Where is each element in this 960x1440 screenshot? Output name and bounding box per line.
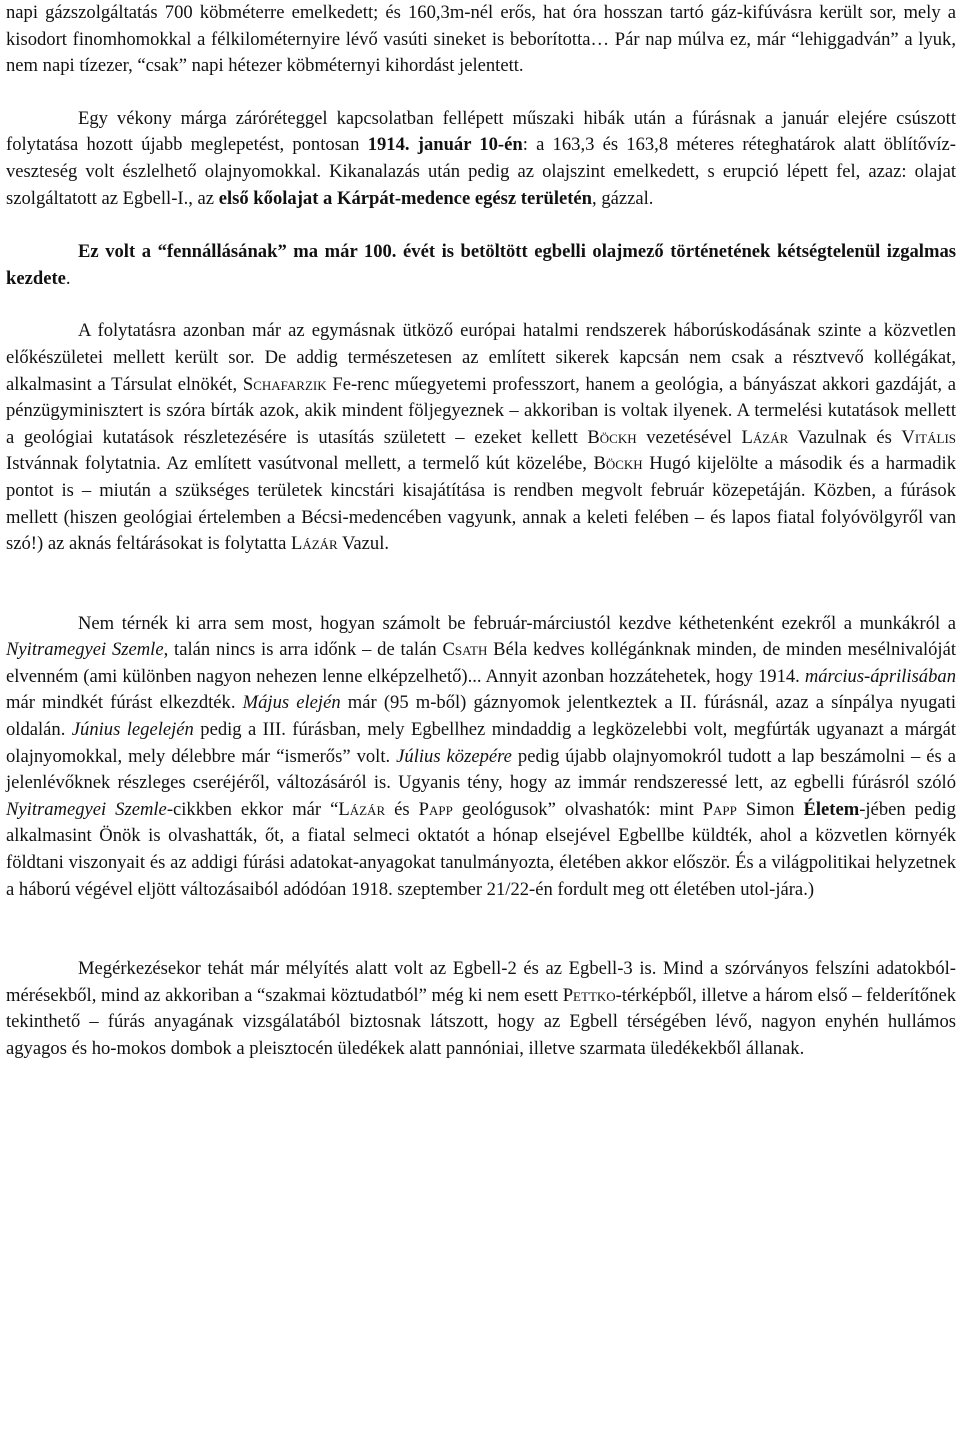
paragraph-5-text-e: már (95 m-ből) gáznyomok jelentkeztek a II. fúrásnál, azaz a sínpálya nyugati oldalán. — [6, 692, 956, 741]
paragraph-4-text-a: A folytatásra azonban már az egymásnak ütköző európai hatalmi rendszerek háborúskodásának szinte a közvetlen előkészületei mellett került sor. De addig természetesen az említett sikerek kapcsán nem csak a résztvevő kollégákat, alkalmasint a Társulat elnökét, — [6, 320, 956, 395]
paragraph-5-text-i: és — [385, 798, 419, 820]
person-name: Lázár — [741, 426, 789, 448]
paragraph-5-text-k: Simon — [736, 798, 804, 820]
paragraph-6 — [6, 956, 956, 1062]
person-name: Vitális — [901, 426, 957, 448]
person-name: Csath — [442, 639, 488, 661]
paragraph-5 — [6, 611, 956, 904]
person-name: Schafarzik — [242, 373, 327, 395]
paragraph-4-text-d: Vazulnak és — [788, 426, 902, 448]
paragraph-3-tail: . — [65, 267, 71, 289]
paragraph-1: napi gázszolgáltatás 700 köbméterre emelkedett; és 160,3m-nél erős, hat óra hosszan tartó gáz-kifúvásra került sor, mely a kisodort finomhomokkal a félkilométernyire lévő vasúti sineket is beborította… Pár nap múlva ez, már “lehiggadván” a lyuk, nem napi tízezer, “csak” napi hétezer köbméternyi kihordást jelentett. — [6, 2, 956, 77]
publication-title: Nyitramegyei Szemle — [6, 639, 164, 661]
paragraph-5-text-j: geológusok” olvashatók: mint — [452, 798, 703, 820]
first-oil-highlight: első kőolajat a Kárpát-medence egész területén — [218, 187, 593, 209]
paragraph-5-text-f: pedig a III. fúrásban, mely Egbellhez mindaddig a legközelebbi volt, megfúrták ugyanazt a márgát olajnyomokkal, mely délebbre már “ismerős” volt. — [6, 719, 956, 767]
paragraph-5-text-b: , talán nincs is arra időnk – de talán — [163, 639, 443, 661]
paragraph-5-text-c: Béla kedves kollégánknak minden, de minden mesélnivalóját elvenném (ami különben nagyon nehezen lenne elképzelhető)... Annyit azonban hozzátehetek, hogy 1914. — [6, 639, 957, 687]
paragraph-2-text-c: , gázzal. — [592, 187, 654, 209]
paragraph-5-text-l: -jében pedig alkalmasint Önök is olvashatták, őt, a fiatal selmeci oktatót a hónap elsejével Egbellbe küldték, ahol a közvetlen környék földtani viszonyait és az addigi fúrási adatokat-anyagokat tanulmányozta, életében akkor először. És a világpolitikai helyzetnek a háború végével eljött változásaiból adódóan 1918. szeptember 21/22-én fordult meg ott életében utol-jára.) — [6, 798, 956, 900]
person-name: Böckh — [593, 453, 643, 475]
person-name: Pettko — [562, 984, 616, 1006]
publication-title: Nyitramegyei Szemle — [6, 798, 167, 820]
paragraph-2 — [6, 106, 956, 212]
person-name: Lázár — [290, 533, 338, 555]
paragraph-4-text-e: Istvánnak folytatnia. Az említett vasútvonal mellett, a termelő kút közelébe, — [6, 453, 594, 475]
paragraph-5-text-a: Nem térnék ki arra sem most, hogyan számolt be február-márciustól kezdve kéthetenként ezekről a munkákról a — [78, 612, 956, 634]
person-name: Papp — [702, 798, 737, 820]
date-highlight: 1914. január 10-én — [367, 134, 523, 156]
date-phrase: Június legelején — [71, 719, 194, 741]
paragraph-4-text-f: Hugó kijelölte a második és a harmadik pontot is – miután a szükséges területek kincstári kisajátítása is rendben megvolt február közepetáján. Közben, a fúrások mellett (hiszen geológiai értelemben a Bécsi-medencében vagyunk, annak a keleti felében – és lapos fiatal folyóvölgyről van szó!) az aknás feltárásokat is folytatta — [6, 453, 956, 555]
paragraph-4 — [6, 318, 956, 557]
paragraph-4-text-g: Vazul. — [337, 533, 390, 555]
person-name: Böckh — [587, 426, 637, 448]
date-phrase: Július közepére — [396, 745, 512, 767]
paragraph-4-text-b: Fe-renc műegyetemi professzort, hanem a geológia, a bányászat akkori gazdáját, a pénzügyminisztert is szóra bírták azok, akik mindent följegyeznek – akkoriban is voltak ilyenek. A termelési kutatások mellett a geológiai kutatások részletezésére is utasítás született – ezeket kellett — [6, 373, 956, 448]
paragraph-5-text-g: pedig újabb olajnyomokról tudott a lap beszámolni – és a jelenlévőknek részleges cseréjéről, változásáról is. Ugyanis tény, hogy az immár rendszeressé lett, az egbelli fúrásról szóló — [6, 745, 956, 794]
paragraph-5-text-h: -cikkben ekkor már “ — [166, 798, 339, 820]
person-name: Papp — [418, 798, 453, 820]
paragraph-2-text-a: Egy vékony márga záróréteggel kapcsolatban fellépett műszaki hibák után a fúrásnak a január elejére csúszott folytatása hozott újabb meglepetést, pontosan — [6, 107, 956, 156]
paragraph-4-text-c: vezetésével — [636, 426, 742, 448]
paragraph-3 — [6, 239, 956, 292]
paragraph-5-text-d: már mindkét fúrást elkezdték. — [6, 692, 243, 714]
paragraph-6-text-b: -térképből, illetve a három első – felderítőnek tekinthető – fúrás anyagának vizsgálatából biztosnak látszott, hogy az Egbell térségében lévő, nagyon enyhén hullámos agyagos és ho-mokos dombok a pleisztocén üledékek alatt pannóniai, illetve szarmata üledékekből állanak. — [6, 984, 956, 1059]
book-title: Életem — [803, 798, 860, 820]
person-name: Lázár — [338, 798, 386, 820]
paragraph-2-text-b: : a 163,3 és 163,8 méteres réteghatárok alatt öblítővíz-veszteség volt észlelhető olajnyomokkal. Kikanalazás után pedig az olajszint emelkedett, s erupció lépett fel, azaz: olajat szolgáltatott az Egbell-I., az — [6, 134, 956, 209]
date-phrase: március-áprilisában — [804, 665, 956, 687]
paragraph-6-text-a: Megérkezésekor tehát már mélyítés alatt volt az Egbell-2 és az Egbell-3 is. Mind a szórványos felszíni adatokból-mérésekből, mind az akkoriban a “szakmai köztudatból” még ki nem esett — [6, 958, 956, 1006]
date-phrase: Május elején — [242, 692, 341, 714]
anniversary-statement: Ez volt a “fennállásának” ma már 100. évét is betöltött egbelli olajmező történetének kétségtelenül izgalmas kezdete — [6, 241, 956, 289]
